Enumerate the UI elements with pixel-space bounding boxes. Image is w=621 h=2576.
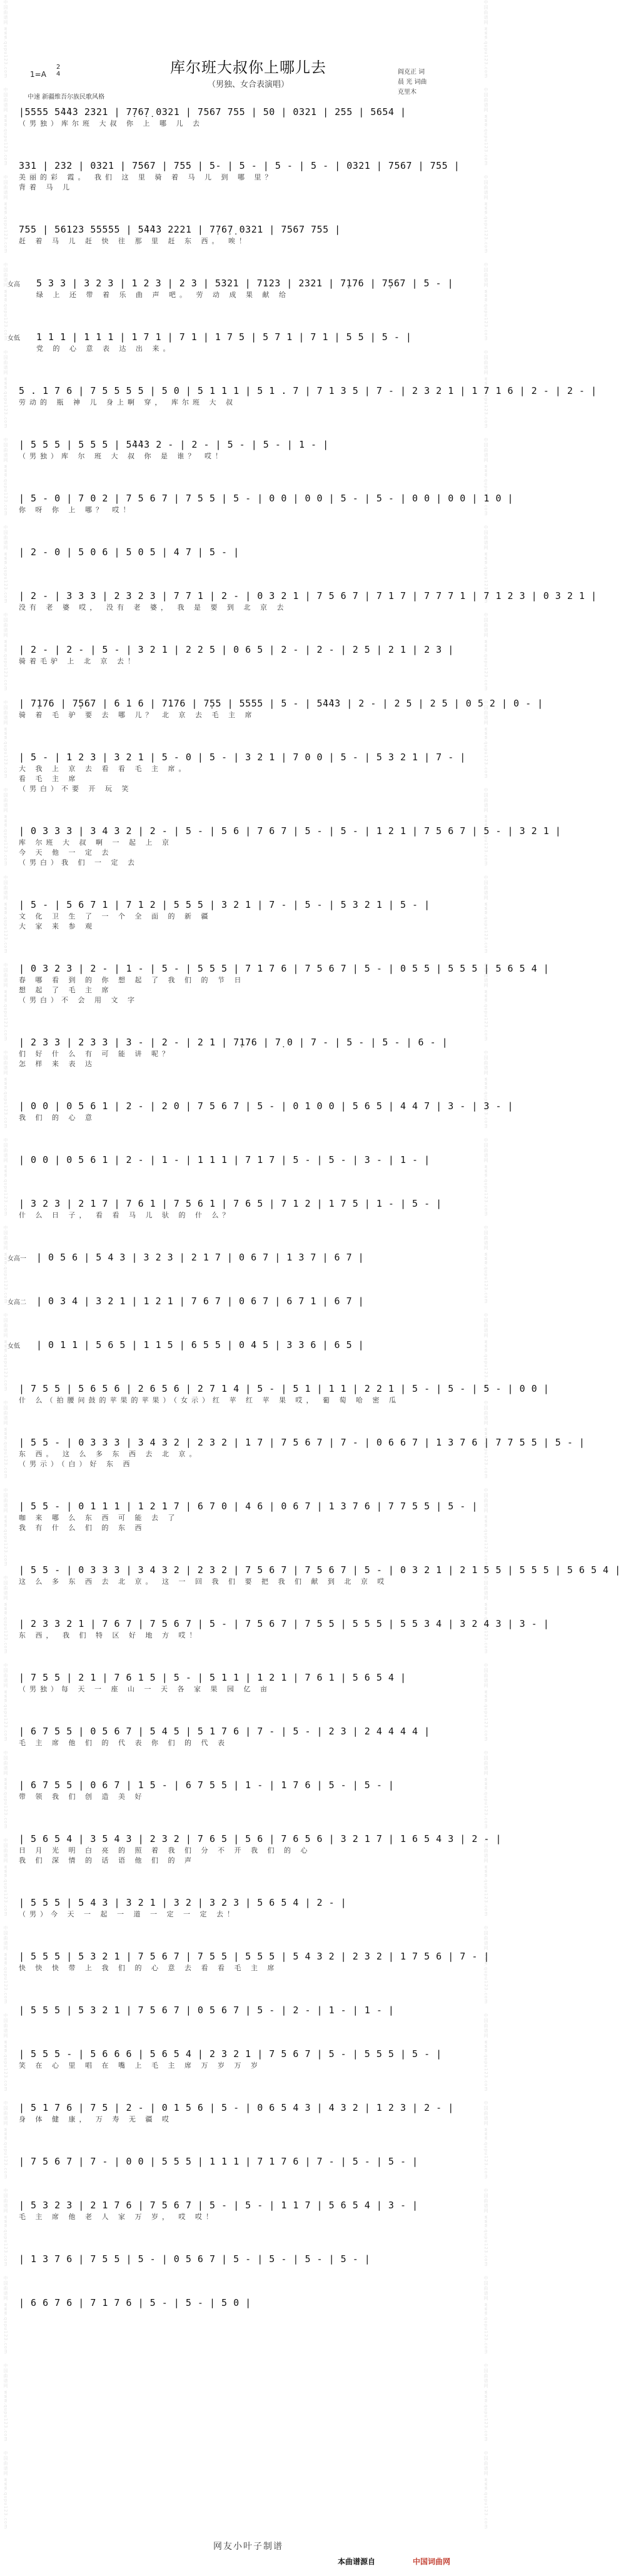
watermark-text: 中国曲谱网 www.qupu123.com <box>483 263 488 341</box>
watermark-text: 中国曲谱网 www.qupu123.com <box>3 350 8 429</box>
notation-line: | 7 5 5 | 2 1 | 7 6 1 5 | 5 - | 5 1 1 | 1 2 1 | 7 6 1 | 5 6 5 4 | <box>19 1672 406 1683</box>
watermark-text: 中国曲谱网 www.qupu123.com <box>3 2276 8 2355</box>
watermark-text: 中国曲谱网 www.qupu123.com <box>483 1838 488 1917</box>
score-system <box>8 276 478 300</box>
notation-line: | 5 5 - | 0 3 3 3 | 3 4 3 2 | 2 3 2 | 7 5 6 7 | 7 5 6 7 | 5 - | 0 3 2 1 | 2 1 5 5 | 5 5 5 | 5 6 5 4 | <box>19 1564 621 1576</box>
notation-line: | 5 5 - | 0 1 1 1 | 1 2 1 7 | 6 7 0 | 4 6 | 0 6 7 | 1 3 7 6 | 7 7 5 5 | 5 - | <box>19 1501 478 1512</box>
score-system <box>19 643 478 667</box>
score-system <box>19 223 478 246</box>
score-system <box>19 438 478 461</box>
score-system <box>19 1671 478 1694</box>
notation-line: | 2 3 3 | 2 3 3 | 3 - | 2 - | 2 1 | 7̣176 | 7̣ 0 | 7 - | 5 - | 5 - | 6 - | <box>19 1037 448 1048</box>
voice-part-label: 女高一 <box>8 1255 26 1262</box>
watermark-text: 中国曲谱网 www.qupu123.com <box>3 1138 8 1217</box>
score-system <box>19 898 478 932</box>
watermark-text: 中国曲谱网 www.qupu123.com <box>483 1401 488 1479</box>
watermark-text: 中国曲谱网 www.qupu123.com <box>3 2188 8 2267</box>
watermark-text: 中国曲谱网 www.qupu123.com <box>483 2276 488 2355</box>
lyric-line: 东 西， 我 们 特 区 好 地 方 哎！ <box>19 1631 200 1639</box>
tempo-marking: 中速 新疆维吾尔族民歌风格 <box>28 94 105 101</box>
lyric-line: 劳动的 瓶 神 儿 身上啊 穿， 库尔班 大 叔 <box>19 398 236 406</box>
watermark-text: 中国曲谱网 www.qupu123.com <box>483 350 488 429</box>
watermark-text: 中国曲谱网 www.qupu123.com <box>483 700 488 779</box>
score-system <box>19 491 514 515</box>
key-signature: 1=A <box>30 70 46 79</box>
notation-line: | 6 6 7 6 | 7 1 7 6 | 5 - | 5 - | 5 0 | <box>19 2297 251 2308</box>
notation-line: | 5 5 5 | 5 3 2 1 | 7 5 6 7 | 7 5 5 | 5 5 5 | 5 4 3 2 | 2 3 2 | 1 7 5 6 | 7 - | <box>19 1951 490 1962</box>
watermark-text: 中国曲谱网 www.qupu123.com <box>3 2013 8 2092</box>
time-signature-bottom: 4 <box>56 71 61 78</box>
score-system <box>19 545 478 559</box>
watermark-text: 中国曲谱网 www.qupu123.com <box>483 1926 488 2005</box>
lyric-line: 我 有 什 么 们 的 东 西 <box>19 1524 146 1532</box>
score-system <box>19 384 597 408</box>
score-system <box>19 2252 478 2266</box>
watermark-text: 中国曲谱网 www.qupu123.com <box>3 1751 8 1829</box>
watermark-text: 中国曲谱网 www.qupu123.com <box>483 1663 488 1742</box>
credit-line: 晨 光 词曲 <box>398 79 427 86</box>
watermark-text: 中国曲谱网 www.qupu123.com <box>483 875 488 954</box>
lyric-line: 文 化 卫 生 了 一 个 全 面 的 新 疆 <box>19 912 212 920</box>
lyric-line: 骑着毛驴 上 北 京 去！ <box>19 657 138 665</box>
song-subtitle: （男独、女合表演唱） <box>207 80 289 89</box>
notation-line: | 0 0 | 0 5 6 1 | 2 - | 2 0 | 7 5 6 7 | 5 - | 0 1 0 0 | 5 6 5 | 4 4 7 | 3 - | 3 - | <box>19 1100 514 1112</box>
notation-line: 5 3 3 | 3 2 3 | 1 2 3 | 2 3 | 5321 | 7123 | 2321 | 7̣176 | 7̣567 | 5 - | <box>36 278 454 289</box>
score-system <box>8 1294 478 1308</box>
score-system <box>19 1499 478 1533</box>
notation-line: | 0 3 3 3 | 3 4 3 2 | 2 - | 5 - | 5 6 | 7 6 7 | 5 - | 5 - | 1 2 1 | 7 5 6 7 | 5 - | 3 2 1 | <box>19 825 562 837</box>
lyric-line: 骑 着 毛 驴 要 去 哪 儿？ 北 京 去 毛 主 席 <box>19 711 256 719</box>
score-system <box>19 1436 585 1469</box>
lyric-line: （男独）每 天 一 座 山 一 天 各 家 果 园 亿 亩 <box>19 1685 271 1693</box>
score-system <box>19 1153 478 1167</box>
watermark-text: 中国曲谱网 www.qupu123.com <box>483 613 488 692</box>
notation-line: | 0 0 | 0 5 6 1 | 2 - | 1 - | 1 1 1 | 7 1 7 | 5 - | 5 - | 3 - | 1 - | <box>19 1154 430 1165</box>
notation-line: | 1 3 7 6 | 7 5 5 | 5 - | 0 5 6 7 | 5 - | 5 - | 5 - | 5 - | <box>19 2253 371 2265</box>
notation-line: | 5 5 5 - | 5 6 6 6 | 5 6 5 4 | 2 3 2 1 | 7 5 6 7 | 5 - | 5 5 5 | 5 - | <box>19 2048 442 2060</box>
notation-line: | 5 - | 1 2 3 | 3 2 1 | 5 - 0 | 5 - | 3 2 1 | 7 0 0 | 5 - | 5 3 2 1 | 7 - | <box>19 752 466 763</box>
score-system <box>19 1035 478 1069</box>
score-system <box>19 1896 478 1919</box>
watermark-left <box>3 0 14 2576</box>
watermark-text: 中国曲谱网 www.qupu123.com <box>3 613 8 692</box>
notation-line: | 2 - 0 | 5 0 6 | 5 0 5 | 4 7 | 5 - | <box>19 546 240 558</box>
voice-part-label: 女低 <box>8 1343 20 1350</box>
score-system <box>19 2101 478 2125</box>
lyric-line: 美丽的彩 霞。 我们 这 里 骑 着 马 儿 到 哪 里？ <box>19 173 276 181</box>
notation-line: | 0 3 2 3 | 2 - | 1 - | 5 - | 5 5 5 | 7 1 7 6 | 7 5 6 7 | 5 - | 0 5 5 | 5 5 5 | 5 6 5 4 | <box>19 963 550 974</box>
score-system <box>19 2296 478 2310</box>
lyric-line: （男示）（白）好 东 西 <box>19 1460 134 1468</box>
notation-line: 755 | 56123 55555 | 5̇4̇4̇3 2221 | 7̣76̣7̣ 0321 | 7567 755 | <box>19 224 341 235</box>
notation-line: | 6 7 5 5 | 0 6 7 | 1 5 - | 6 7 5 5 | 1 - | 1 7 6 | 5 - | 5 - | <box>19 1779 395 1791</box>
notation-line: | 6 7 5 5 | 0 5 6 7 | 5 4 5 | 5 1 7 6 | 7 - | 5 - | 2 3 | 2 4 4 4 4 | <box>19 1726 430 1737</box>
notation-line: | 2 - | 3 3 3 | 2 3 2 3 | 7 7 1 | 2 - | 0 3 2 1 | 7 5 6 7 | 7 1 7 | 7 7 7 1 | 7 1 2 3 | 0 3 2 1 | <box>19 590 597 601</box>
score-system <box>19 697 543 720</box>
watermark-text: 中国曲谱网 www.qupu123.com <box>3 875 8 954</box>
watermark-text: 中国曲谱网 www.qupu123.com <box>483 88 488 166</box>
notation-line: | 0 3 4 | 3 2 1 | 1 2 1 | 7 6 7 | 0 6 7 | 6 7 1 | 6 7 | <box>36 1296 365 1307</box>
watermark-text: 中国曲谱网 www.qupu123.com <box>483 1576 488 1654</box>
watermark-text: 中国曲谱网 www.qupu123.com <box>483 1488 488 1567</box>
lyric-line: 赶 着 马 儿 赶 快 往 那 里 赶 东 西。 唉！ <box>19 237 250 245</box>
score-system <box>19 1832 502 1866</box>
watermark-text: 中国曲谱网 www.qupu123.com <box>3 2101 8 2180</box>
watermark-text: 中国曲谱网 www.qupu123.com <box>483 438 488 516</box>
notation-line: | 7 5 5 | 5 6 5 6 | 2 6 5 6 | 2 7 1 4 | 5 - | 5 1 | 1 1 | 2 2 1 | 5 - | 5 - | 5 - | 0 0 | <box>19 1383 550 1394</box>
watermark-text: 中国曲谱网 www.qupu123.com <box>3 525 8 604</box>
watermark-text: 中国曲谱网 www.qupu123.com <box>483 0 488 79</box>
song-title: 库尔班大叔你上哪儿去 <box>170 59 326 76</box>
watermark-text: 中国曲谱网 www.qupu123.com <box>3 0 8 79</box>
lyric-line: （男白）不要 开 玩 笑 <box>19 785 133 793</box>
lyric-line: （男白）我 们 一 定 去 <box>19 858 138 867</box>
source-site-link[interactable]: 中国词曲网 <box>413 2557 451 2566</box>
credits <box>398 68 427 98</box>
notation-line: | 5 6 5 4 | 3 5 4 3 | 2 3 2 | 7 6 5 | 5 6 | 7 6 5 6 | 3 2 1 7 | 1 6 5 4 3 | 2 - | <box>19 1833 502 1844</box>
notation-line: | 5 5 5 | 5 3 2 1 | 7 5 6 7 | 0 5 6 7 | 5 - | 2 - | 1 - | 1 - | <box>19 2005 395 2016</box>
lyric-line: 带 领 我 们 创 造 美 好 <box>19 1793 146 1801</box>
watermark-text: 中国曲谱网 www.qupu123.com <box>3 1576 8 1654</box>
lyric-line: （男独）库尔班 大叔 你 上 哪 儿 去 <box>19 119 203 128</box>
score-system <box>19 2198 478 2222</box>
time-signature <box>56 64 60 78</box>
score-system <box>19 159 478 193</box>
lyric-line: 背着 马 儿 <box>19 183 73 191</box>
notation-line: | 5 3 2 3 | 2 1 7 6 | 7 5 6 7 | 5 - | 5 - | 1 1 7 | 5 6 5 4 | 3 - | <box>19 2200 418 2211</box>
lyric-line: 们 好 什 么 有 可 能 讲 呢？ <box>19 1050 173 1058</box>
score-system <box>19 1563 621 1587</box>
notation-line: | 5 5 - | 0 3 3 3 | 3 4 3 2 | 2 3 2 | 1 7 | 7 5 6 7 | 7 - | 0 6 6 7 | 1 3 7 6 | 7 7 5 5 | 5 - | <box>19 1437 585 1448</box>
lyric-line: 想 起 了 毛 主 席 <box>19 986 113 994</box>
notation-line: |5555 5̇4̇4̇3 2321 | 7̣76̣7̣ 0321 | 7567 755 | 50 | 0321 | 255 | 5654 | <box>19 106 406 118</box>
watermark-text: 中国曲谱网 www.qupu123.com <box>3 1838 8 1917</box>
watermark-text: 中国曲谱网 www.qupu123.com <box>483 525 488 604</box>
notation-line: | 7̣176 | 7̣567 | 6 1 6 | 7176 | 7̣55 | 5555 | 5 - | 5̇4̇4̇3 | 2 - | 2 5 | 2 5 | 0 5 2 | 0 - | <box>19 698 543 709</box>
lyric-line: 大 我 上 京 去 看 看 毛 主 席。 <box>19 765 189 773</box>
notation-line: | 0 5 6 | 5 4 3 | 3 2 3 | 2 1 7 | 0 6 7 | 1 3 7 | 6 7 | <box>36 1252 365 1263</box>
lyric-line: 咖 来 哪 么 东 西 可 能 去 了 <box>19 1514 179 1522</box>
lyric-line: 身 体 健 康， 万 寿 无 疆 哎 <box>19 2115 173 2123</box>
lyric-line: 毛 主 席 他 老 人 家 万 岁， 哎 哎！ <box>19 2213 216 2221</box>
watermark-text: 中国曲谱网 www.qupu123.com <box>3 1050 8 1129</box>
watermark-text: 中国曲谱网 www.qupu123.com <box>483 2188 488 2267</box>
watermark-text: 中国曲谱网 www.qupu123.com <box>3 2451 8 2530</box>
lyric-line: 大 家 来 参 观 <box>19 922 96 930</box>
transcriber-credit: 网友小叶子制谱 <box>213 2542 283 2552</box>
score-system <box>19 105 478 129</box>
score-system <box>19 1724 478 1748</box>
watermark-text: 中国曲谱网 www.qupu123.com <box>3 2363 8 2442</box>
watermark-text: 中国曲谱网 www.qupu123.com <box>3 175 8 254</box>
lyric-line: 党 的 心 意 表 达 出 来。 <box>36 345 174 353</box>
notation-line: 1 1 1 | 1 1 1 | 1 7 1 | 7 1 | 1 7 5 | 5 7 1 | 7 1 | 5 5 | 5 - | <box>36 331 412 343</box>
score-system <box>19 1197 478 1220</box>
score-system <box>8 1250 478 1264</box>
credit-line: 阎克正 词 <box>398 69 425 76</box>
watermark-text: 中国曲谱网 www.qupu123.com <box>3 963 8 1042</box>
watermark-text: 中国曲谱网 www.qupu123.com <box>3 1663 8 1742</box>
watermark-text: 中国曲谱网 www.qupu123.com <box>483 788 488 867</box>
score-system <box>8 330 478 354</box>
watermark-text: 中国曲谱网 www.qupu123.com <box>3 438 8 516</box>
watermark-text: 中国曲谱网 www.qupu123.com <box>483 1225 488 1304</box>
voice-part-label: 女高 <box>8 281 20 288</box>
credit-line: 克里木 <box>398 89 417 96</box>
score-system <box>8 1338 478 1352</box>
lyric-line: 绿 上 还 带 着 乐 曲 声 吧。 劳 动 成 果 献 给 <box>36 291 290 299</box>
notation-line: | 2 - | 2 - | 5 - | 3 2 1 | 2 2 5 | 0 6 5 | 2 - | 2 - | 2 5 | 2 1 | 2 3 | <box>19 644 454 655</box>
lyric-line: 你 呀 你 上 哪？ 哎！ <box>19 506 134 514</box>
notation-line: | 5 - 0 | 7 0 2 | 7 5 6 7 | 7 5 5 | 5 - | 0 0 | 0 0 | 5 - | 5 - | 0 0 | 0 0 | 1 0 | <box>19 493 514 504</box>
watermark-text: 中国曲谱网 www.qupu123.com <box>3 1225 8 1304</box>
lyric-line: 毛 主 席 他 们 的 代 表 你 们 的 代 表 <box>19 1739 228 1747</box>
lyric-line: （男独）库 尔 班 大 叔 你 是 谁？ 哎！ <box>19 452 226 460</box>
lyric-line: 看 毛 主 席 <box>19 775 79 783</box>
voice-part-label: 女高二 <box>8 1299 26 1306</box>
watermark-text: 中国曲谱网 www.qupu123.com <box>483 1138 488 1217</box>
notation-line: | 7 5 6 7 | 7 - | 0 0 | 5 5 5 | 1 1 1 | 7 1 7 6 | 7 - | 5 - | 5 - | <box>19 2156 418 2167</box>
lyric-line: 怎 样 来 表 达 <box>19 1060 96 1068</box>
lyric-line: 我 们 深 情 的 话 语 他 们 的 声 <box>19 1856 195 1864</box>
watermark-text: 中国曲谱网 www.qupu123.com <box>3 88 8 166</box>
notation-line: 5 . 1 7 6 | 7 5 5 5 5 | 5 0 | 5 1 1 1 | 5 1 . 7 | 7 1 3 5 | 7 - | 2 3 2 1 | 1 7 1 6 | 2 - | 2 - | <box>19 385 597 396</box>
lyric-line: （男）今 天 一 起 一 道 一 定 一 定 去！ <box>19 1910 238 1918</box>
time-signature-top: 2 <box>56 64 61 71</box>
watermark-text: 中国曲谱网 www.qupu123.com <box>3 1401 8 1479</box>
score-system <box>19 2155 478 2168</box>
notation-line: | 5 5 5 | 5 5 5 | 5̇4̇4̇3 2 - | 2 - | 5 - | 5 - | 1 - | <box>19 439 329 450</box>
lyric-line: 春 哪 看 到 的 你 想 起 了 我 们 的 节 日 <box>19 976 245 984</box>
notation-line: | 5 5 5 | 5 4 3 | 3 2 1 | 3 2 | 3 2 3 | 5 6 5 4 | 2 - | <box>19 1897 347 1908</box>
lyric-line: 什 么 日 子， 看 看 马 儿 驮 的 什 么？ <box>19 1211 233 1219</box>
watermark-text: 中国曲谱网 www.qupu123.com <box>3 788 8 867</box>
watermark-text: 中国曲谱网 www.qupu123.com <box>483 2101 488 2180</box>
watermark-text: 中国曲谱网 www.qupu123.com <box>483 1313 488 1392</box>
lyric-line: （男白）不 会 用 文 字 <box>19 996 138 1004</box>
lyric-line: 东 西。 这 么 多 东 西 去 北 京。 <box>19 1450 200 1458</box>
watermark-text: 中国曲谱网 www.qupu123.com <box>3 1313 8 1392</box>
watermark-text: 中国曲谱网 www.qupu123.com <box>3 263 8 341</box>
score-system <box>19 1617 550 1641</box>
notation-line: | 0 1 1 | 5 6 5 | 1 1 5 | 6 5 5 | 0 4 5 | 3 3 6 | 6 5 | <box>36 1339 365 1351</box>
source-note: 本曲谱源自 <box>338 2557 376 2566</box>
notation-line: 331 | 232 | 0321 | 7567 | 755 | 5- | 5 - | 5 - | 5 - | 0321 | 7567 | 755 | <box>19 160 460 171</box>
watermark-text: 中国曲谱网 www.qupu123.com <box>483 2013 488 2092</box>
lyric-line: 笑 在 心 里 唱 在 嘴 上 毛 主 席 万 岁 万 岁 <box>19 2061 261 2070</box>
lyric-line: 库 尔班 大 叔 啊 一 起 上 京 <box>19 838 173 847</box>
lyric-line: 这 么 多 东 西 去 北 京。 这 一 回 我 们 要 把 我 们 献 到 北 京 哎 <box>19 1577 388 1586</box>
score-system <box>19 589 597 613</box>
watermark-text: 中国曲谱网 www.qupu123.com <box>483 1050 488 1129</box>
watermark-text: 中国曲谱网 www.qupu123.com <box>3 1488 8 1567</box>
score-system <box>19 1099 514 1123</box>
score-system <box>19 1778 478 1802</box>
watermark-text: 中国曲谱网 www.qupu123.com <box>483 963 488 1042</box>
lyric-line: 日 月 光 明 白 亮 的 照 着 我 们 分 不 开 我 们 的 心 <box>19 1846 311 1854</box>
watermark-text: 中国曲谱网 www.qupu123.com <box>483 2363 488 2442</box>
lyric-line: 我 们 的 心 意 <box>19 1114 96 1122</box>
watermark-text: 中国曲谱网 www.qupu123.com <box>3 1926 8 2005</box>
lyric-line: 没有 老 婆 哎， 没有 老 婆， 我 是 要 到 北 京 去 <box>19 603 288 611</box>
lyric-line: 什 么（拍腰问鼓的苹果的苹果）（女示）红 苹 红 苹 果 哎， 葡 萄 哈 密 瓜 <box>19 1396 400 1404</box>
score-system <box>19 1950 490 1973</box>
watermark-text: 中国曲谱网 www.qupu123.com <box>483 175 488 254</box>
lyric-line: 今 天 他 一 定 去 <box>19 848 113 857</box>
score-system <box>19 2047 478 2071</box>
notation-line: | 2 3 3 2 1 | 7 6 7 | 7 5 6 7 | 5 - | 7 5 6 7 | 7 5 5 | 5 5 5 | 5 5 3 4 | 3 2 4 3 | 3 - | <box>19 1618 550 1629</box>
score-system <box>19 2003 478 2017</box>
score-system <box>19 750 478 794</box>
lyric-line: 快 快 快 带 上 我 们 的 心 意 去 看 看 毛 主 席 <box>19 1964 278 1972</box>
watermark-text: 中国曲谱网 www.qupu123.com <box>483 1751 488 1829</box>
notation-line: | 5 1 7 6 | 7 5 | 2 - | 0 1 5 6 | 5 - | 0 6 5 4 3 | 4 3 2 | 1 2 3 | 2 - | <box>19 2102 454 2113</box>
watermark-text: 中国曲谱网 www.qupu123.com <box>483 2451 488 2530</box>
voice-part-label: 女低 <box>8 335 20 342</box>
score-system <box>19 1382 550 1406</box>
notation-line: | 5 - | 5 6 7 1 | 7 1 2 | 5 5 5 | 3 2 1 | 7 - | 5 - | 5 3 2 1 | 5 - | <box>19 899 430 910</box>
watermark-text: 中国曲谱网 www.qupu123.com <box>3 700 8 779</box>
notation-line: | 3 2 3 | 2 1 7 | 7 6 1 | 7 5 6 1 | 7 6 5 | 7 1 2 | 1 7 5 | 1 - | 5 - | <box>19 1198 442 1209</box>
